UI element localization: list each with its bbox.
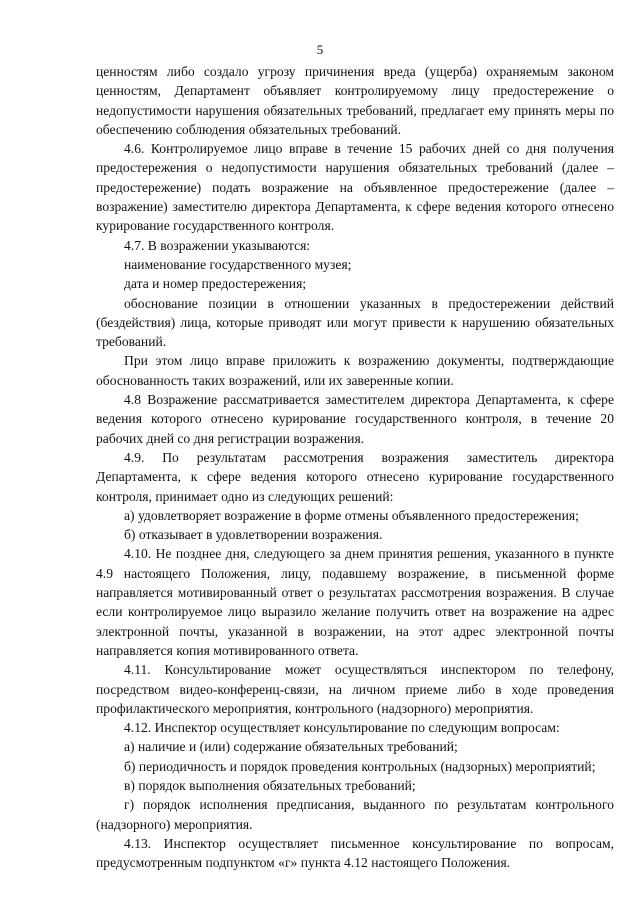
list-item-b-refuse: б) отказывает в удовлетворении возражения.	[124, 527, 383, 543]
list-item-date-number: дата и номер предостережения;	[124, 276, 307, 292]
paragraph-4-10: 4.10. Не позднее дня, следующего за днем принятия решения, указанного в пункте 4.9 настоящего Положения, лицу, подавшему возражение, в письменной форме направляется мотивированный ответ о результатах рассмотрения возражения. В случае если контролируемое лицо выразило желание получить ответ на возражение на адрес электронной почты, указанной в возражении, на этот адрес электронной почты направляется копия мотивированного ответа.	[96, 546, 614, 658]
document-body	[96, 62, 614, 872]
list-item-b-periodicity: б) периодичность и порядок проведения контрольных (надзорных) мероприятий;	[124, 758, 596, 774]
paragraph-attachments: При этом лицо вправе приложить к возражению документы, подтверждающие обоснованность таких возражений, или их заверенные копии.	[96, 353, 614, 388]
list-item-museum-name: наименование государственного музея;	[124, 256, 352, 272]
list-item-d-prescription: г) порядок исполнения предписания, выданного по результатам контрольного (надзорного) мероприятия.	[96, 797, 614, 832]
paragraph-4-9: 4.9. По результатам рассмотрения возражения заместитель директора Департамента, к сфере ведения которого отнесено курирование государственного контроля, принимает одно из следующих решений:	[96, 449, 614, 504]
paragraph-4-11: 4.11. Консультирование может осуществляться инспектором по телефону, посредством видео-конференц-связи, на личном приеме либо в ходе проведения профилактического мероприятия, контрольного (надзорного) мероприятия.	[96, 662, 614, 716]
list-item-a-satisfy: а) удовлетворяет возражение в форме отмены объявленного предостережения;	[124, 507, 579, 523]
list-item-a-requirements: а) наличие и (или) содержание обязательных требований;	[124, 739, 458, 755]
paragraph-4-8: 4.8 Возражение рассматривается заместителем директора Департамента, к сфере ведения которого отнесено курирование государственного контроля, в течение 20 рабочих дней со дня регистрации возражения.	[96, 392, 614, 446]
paragraph-4-7: 4.7. В возражении указываются:	[124, 237, 311, 253]
paragraph-4-12: 4.12. Инспектор осуществляет консультирование по следующим вопросам:	[124, 720, 560, 736]
paragraph-4-6: 4.6. Контролируемое лицо вправе в течение 15 рабочих дней со дня получения предостережения о недопустимости нарушения обязательных требований (далее – предостережение) подать возражение на объявленное предостережение (далее – возражение) заместителю директора Департамента, к сфере ведения которого отнесено курирование государственного контроля.	[96, 141, 614, 234]
paragraph-continuation: ценностям либо создало угрозу причинения вреда (ущерба) охраняемым законом ценностям, Департамент объявляет контролируемому лицу предостережение о недопустимости нарушения обязательных требований, предлагает ему принять меры по обеспечению соблюдения обязательных требований.	[96, 64, 614, 137]
paragraph-4-13: 4.13. Инспектор осуществляет письменное консультирование по вопросам, предусмотренным подпунктом «г» пункта 4.12 настоящего Положения.	[96, 835, 614, 871]
list-item-justification: обоснование позиции в отношении указанных в предостережении действий (бездействия) лица, которые приводят или могут привести к нарушению обязательных требований.	[96, 295, 614, 350]
page-number: 5	[316, 42, 324, 57]
list-item-c-procedure: в) порядок выполнения обязательных требований;	[124, 777, 416, 793]
